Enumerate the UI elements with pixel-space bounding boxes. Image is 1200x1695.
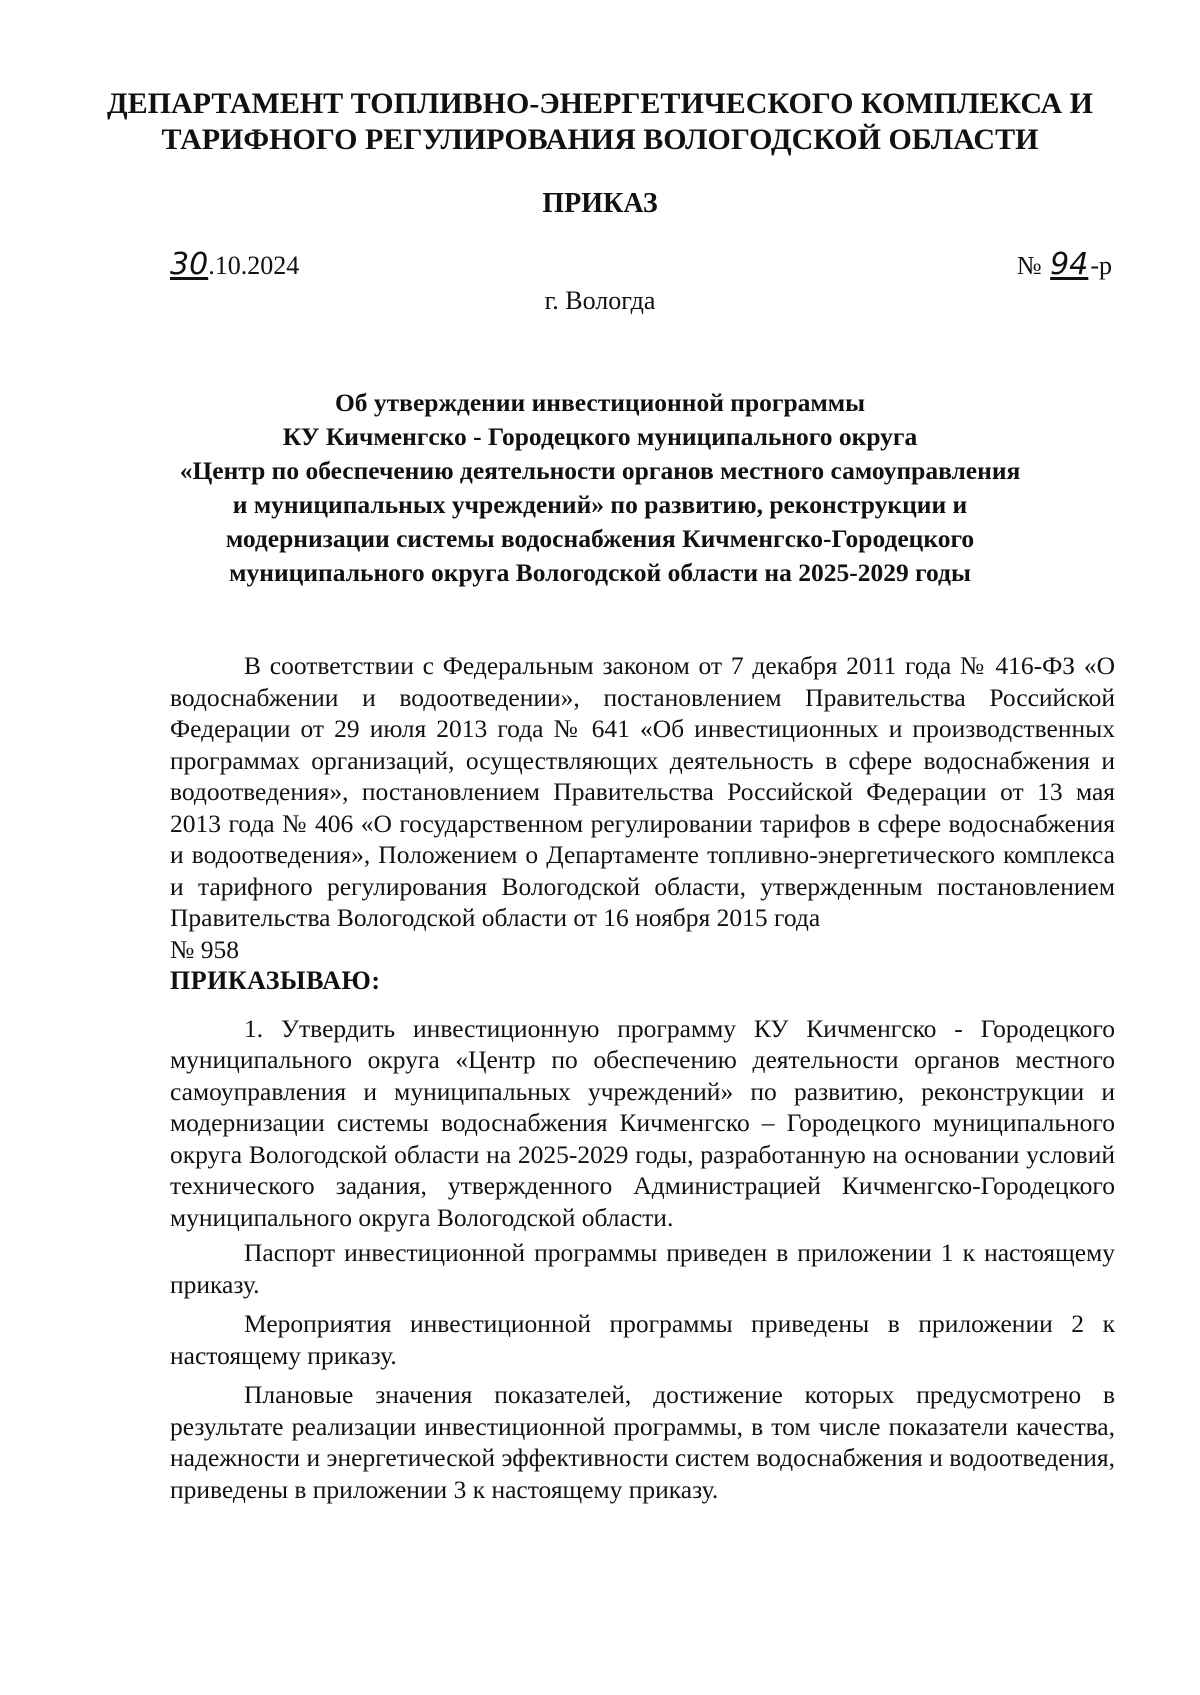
subject-line: «Центр по обеспечению деятельности органов местного самоуправления (179, 456, 1021, 485)
command-word: ПРИКАЗЫВАЮ: (170, 966, 381, 995)
preamble-paragraph: В соответствии с Федеральным законом от 7 декабря 2011 года № 416-ФЗ «О водоснабжении и водоотведении», постановлением Правительства Российской Федерации от 29 июля 2013 года № 641 «Об инвестиционных и производственных программах организаций, осуществляющих деятельность в сфере водоснабжения и водоотведения», постановлением Правительства Российской Федерации от 13 мая 2013 года № 406 «О государственном регулировании тарифов в сфере водоснабжения и водоотведения», Положением о Департаменте топливно-энергетического комплекса и тарифного регулирования Вологодской области, утвержденным постановлением Правительства Вологодской области от 16 ноября 2015 года (170, 651, 1115, 932)
indicators-paragraph: Плановые значения показателей, достижение которых предусмотрено в результате реализации инвестиционной программы, в том числе показатели качества, надежности и энергетической эффективности систем водоснабжения и водоотведения, приведены в приложении 3 к настоящему приказу. (170, 1380, 1115, 1504)
subject-line: Об утверждении инвестиционной программы (334, 388, 866, 417)
passport-paragraph: Паспорт инвестиционной программы приведен в приложении 1 к настоящему приказу. (170, 1238, 1115, 1299)
order-subject (140, 386, 1060, 590)
department-line-2: ТАРИФНОГО РЕГУЛИРОВАНИЯ ВОЛОГОДСКОЙ ОБЛАСТИ (161, 123, 1039, 156)
preamble-end: № 958 (170, 934, 239, 964)
number-prefix: № (1016, 251, 1042, 280)
number-suffix: -р (1090, 251, 1112, 280)
city: г. Вологда (544, 286, 656, 315)
date-handwritten: 30 (170, 247, 209, 282)
department-heading (100, 86, 1100, 158)
item-1-paragraph: 1. Утвердить инвестиционную программу КУ Кичменгско - Городецкого муниципального округа «Центр по обеспечению деятельности органов местного самоуправления и муниципальных учреждений» по развитию, реконструкции и модернизации системы водоснабжения Кичменгско – Городецкого муниципального округа Вологодской области на 2025-2029 годы, разработанную на основании условий технического задания, утвержденного Администрацией Кичменгско-Городецкого муниципального округа Вологодской области. (170, 1013, 1115, 1232)
order-body (170, 650, 1115, 1505)
department-line-1: ДЕПАРТАМЕНТ ТОПЛИВНО-ЭНЕРГЕТИЧЕСКОГО КОМПЛЕКСА И (106, 87, 1094, 120)
subject-line: и муниципальных учреждений» по развитию, реконструкции и (232, 490, 968, 519)
order-number (1016, 247, 1112, 282)
subject-line: муниципального округа Вологодской области на 2025-2029 годы (229, 558, 971, 587)
document-type: ПРИКАЗ (542, 188, 658, 219)
number-handwritten: 94 (1050, 247, 1089, 282)
date-printed: .10.2024 (208, 251, 300, 280)
order-date (170, 247, 300, 282)
subject-line: модернизации системы водоснабжения Кичменгско-Городецкого (225, 524, 975, 553)
subject-line: КУ Кичменгско - Городецкого муниципального округа (282, 422, 918, 451)
measures-paragraph: Мероприятия инвестиционной программы приведены в приложении 2 к настоящему приказу. (170, 1309, 1115, 1370)
